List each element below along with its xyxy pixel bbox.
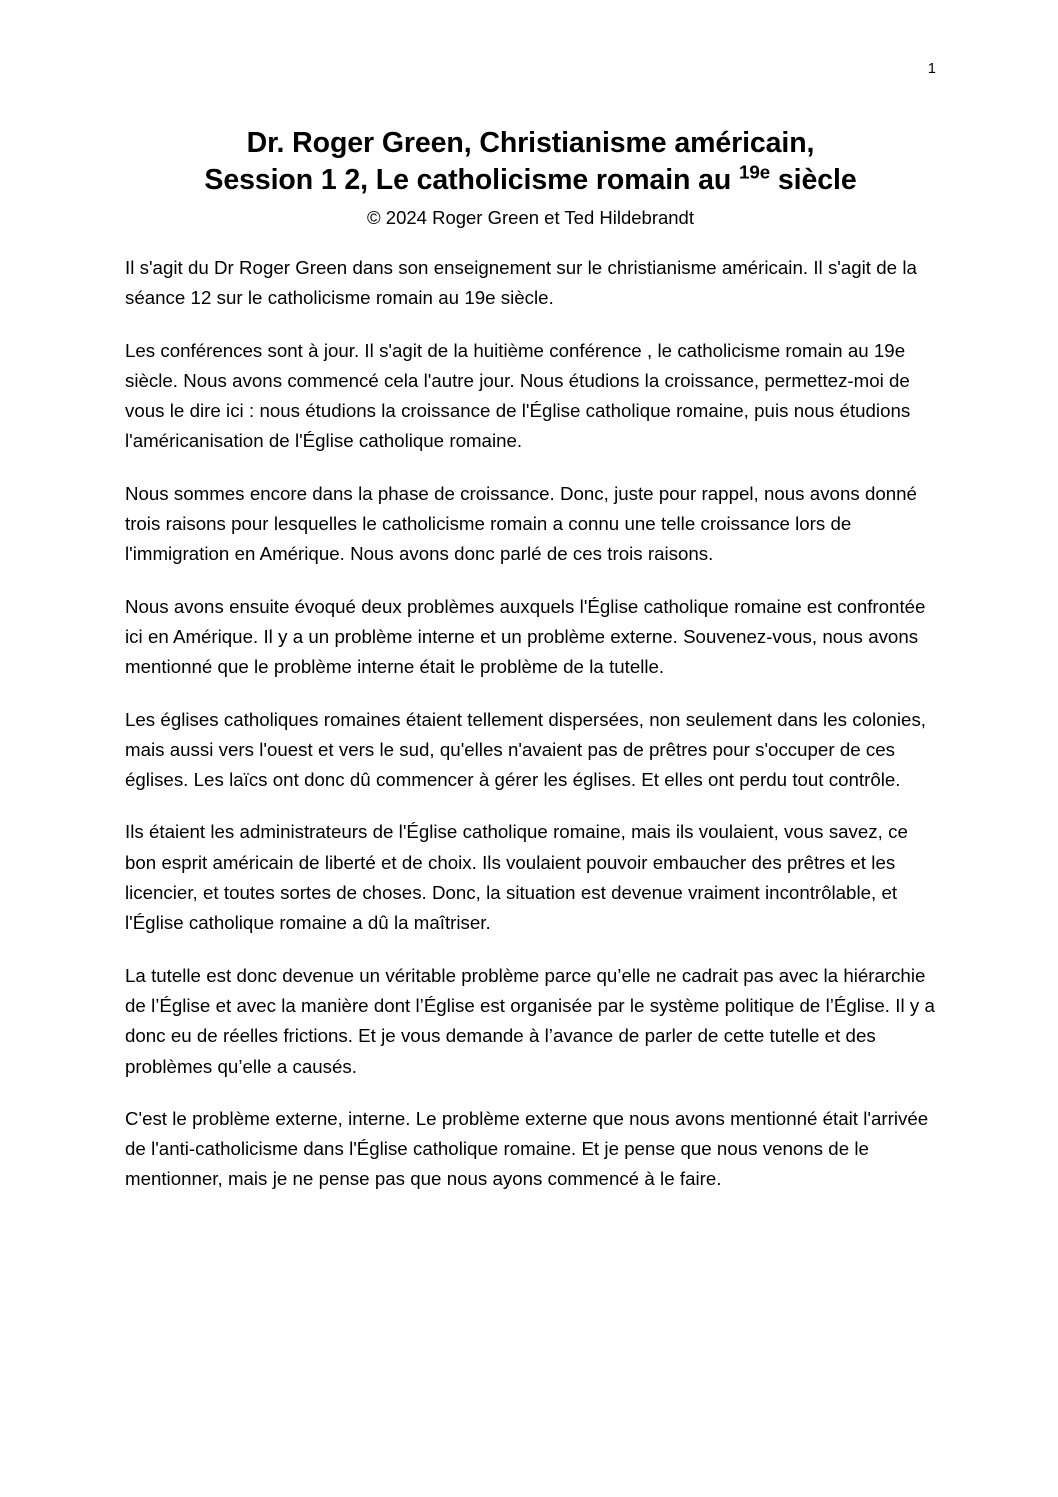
page-title-line-2 <box>125 162 936 199</box>
page-title <box>125 125 936 199</box>
page-title-superscript: 19e <box>739 161 771 183</box>
paragraph: Nous sommes encore dans la phase de croissance. Donc, juste pour rappel, nous avons donné trois raisons pour lesquelles le catholicisme romain a connu une telle croissance lors de l'immigration en Amérique. Nous avons donc parlé de ces trois raisons. <box>125 482 917 565</box>
page-title-line-2-tail: siècle <box>770 164 857 197</box>
page-number: 1 <box>927 61 936 77</box>
paragraph: Les églises catholiques romaines étaient tellement dispersées, non seulement dans les colonies, mais aussi vers l'ouest et vers le sud, qu'elles n'avaient pas de prêtres pour s'occuper de ces églises. Les laïcs ont donc dû commencer à gérer les églises. Et elles ont perdu tout contrôle. <box>125 708 926 791</box>
transcript-body <box>125 253 936 1195</box>
document-content <box>125 125 936 1217</box>
paragraph: Il s'agit du Dr Roger Green dans son enseignement sur le christianisme américain. Il s'agit de la séance 12 sur le catholicisme romain au 19e siècle. <box>125 256 917 309</box>
paragraph: Ils étaient les administrateurs de l'Église catholique romaine, mais ils voulaient, vous savez, ce bon esprit américain de liberté et de choix. Ils voulaient pouvoir embaucher des prêtres et les licencier, et toutes sortes de choses. Donc, la situation est devenue vraiment incontrôlable, et l'Église catholique romaine a dû la maîtriser. <box>125 821 908 934</box>
paragraph: La tutelle est donc devenue un véritable problème parce qu’elle ne cadrait pas avec la hiérarchie de l’Église et avec la manière dont l’Église est organisée par le système politique de l’Église. Il y a donc eu de réelles frictions. Et je vous demande à l’avance de parler de cette tutelle et des problèmes qu’elle a causés. <box>125 964 935 1077</box>
paragraph: C'est le problème externe, interne. Le problème externe que nous avons mentionné était l'arrivée de l'anti-catholicisme dans l'Église catholique romaine. Et je pense que nous venons de le mentionner, mais je ne pense pas que nous ayons commencé à le faire. <box>125 1107 929 1190</box>
page-title-line-1: Dr. Roger Green, Christianisme américain, <box>246 127 815 159</box>
paragraph: Nous avons ensuite évoqué deux problèmes auxquels l'Église catholique romaine est confrontée ici en Amérique. Il y a un problème interne et un problème externe. Souvenez-vous, nous avons mentionné que le problème interne était le problème de la tutelle. <box>125 595 926 678</box>
paragraph: Les conférences sont à jour. Il s'agit de la huitième conférence , le catholicisme romain au 19e siècle. Nous avons commencé cela l'autre jour. Nous étudions la croissance, permettez-moi de vous le dire ici : nous étudions la croissance de l'Église catholique romaine, puis nous étudions l'américanisation de l'Église catholique romaine. <box>125 339 911 452</box>
page-title-line-2-text: Session 1 2, Le catholicisme romain au <box>204 164 740 197</box>
copyright-notice: © 2024 Roger Green et Ted Hildebrandt <box>367 207 694 229</box>
